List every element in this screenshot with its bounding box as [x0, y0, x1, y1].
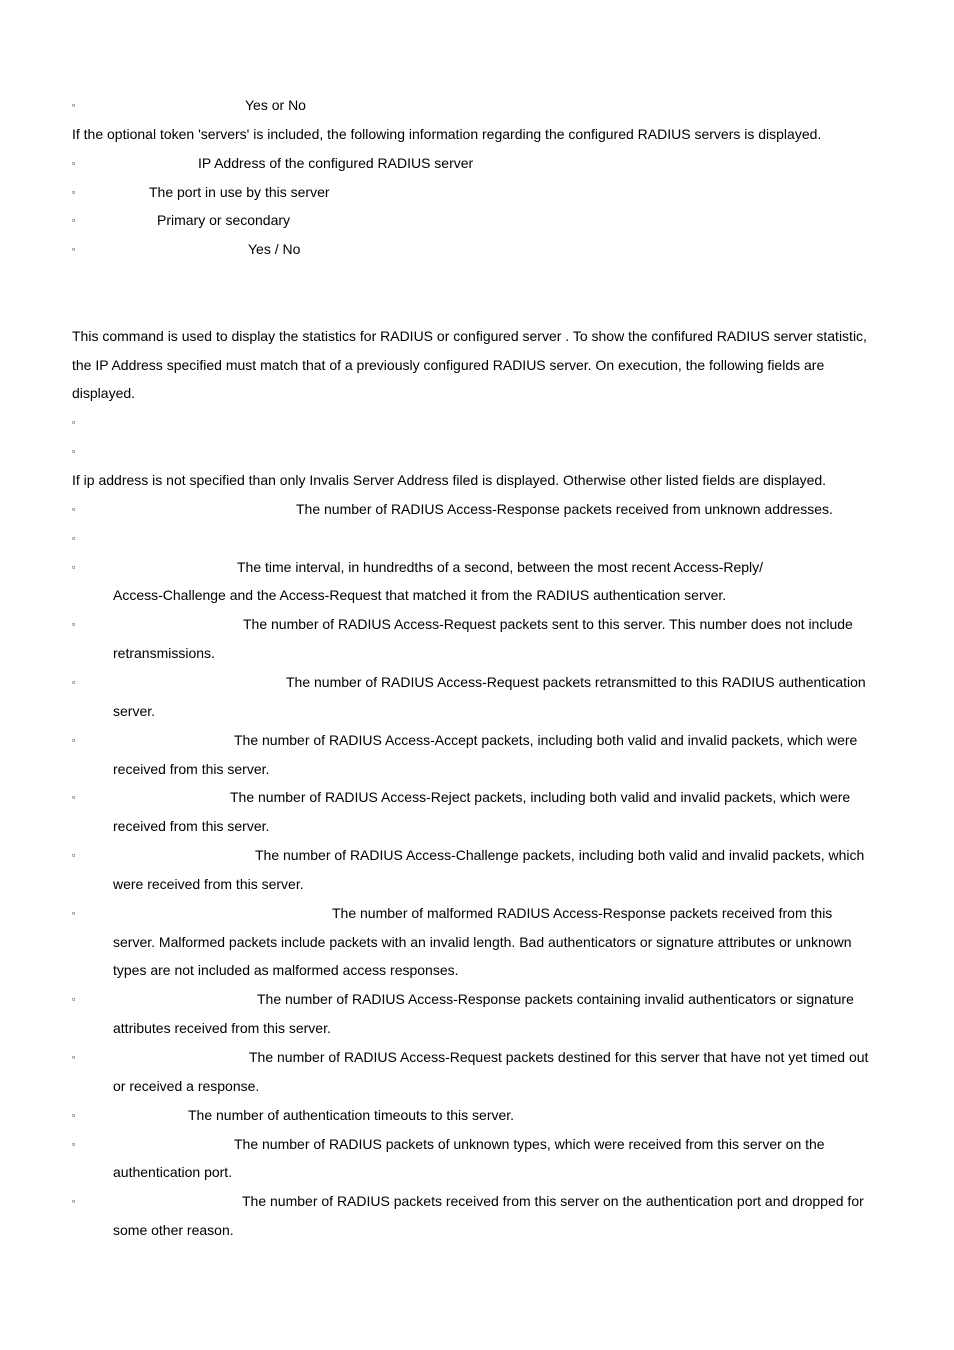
stats-description-line-2: the IP Address specified must match that of a previously configured RADIUS server. On execution, the following fields are: [72, 357, 825, 373]
list-bullet: ▫: [72, 1110, 76, 1120]
stat-item-continuation: retransmissions.: [113, 645, 215, 661]
list-bullet: ▫: [72, 533, 76, 543]
list-bullet: ▫: [72, 908, 76, 918]
stat-item-line: The number of RADIUS Access-Request packets retransmitted to this RADIUS authentication: [286, 674, 866, 690]
list-bullet: ▫: [72, 504, 76, 514]
servers-intro-paragraph: If the optional token 'servers' is included, the following information regarding the configured RADIUS servers is displayed.: [72, 126, 822, 142]
stat-item-line: The number of RADIUS Access-Accept packets, including both valid and invalid packets, which were: [234, 732, 858, 748]
list-bullet: ▫: [72, 417, 76, 427]
list-bullet: ▫: [72, 735, 76, 745]
stat-item-continuation: attributes received from this server.: [113, 1020, 331, 1036]
list-bullet: ▫: [72, 215, 76, 225]
list-bullet: ▫: [72, 100, 76, 110]
list-bullet: ▫: [72, 994, 76, 1004]
stat-item-continuation: types are not included as malformed access responses.: [113, 962, 459, 978]
ip-address-note: If ip address is not specified than only Invalis Server Address filed is displayed. Otherwise other listed fields are displayed.: [72, 472, 827, 488]
server-item-type: Primary or secondary: [157, 212, 291, 228]
server-item-port: The port in use by this server: [149, 184, 330, 200]
stats-description-line-3: displayed.: [72, 385, 136, 401]
stat-item-line: The number of RADIUS packets of unknown types, which were received from this server on the: [234, 1136, 825, 1152]
stat-item-continuation: server.: [113, 703, 156, 719]
list-bullet: ▫: [72, 1196, 76, 1206]
list-bullet: ▫: [72, 446, 76, 456]
stat-item-line: The number of authentication timeouts to this server.: [188, 1107, 515, 1123]
server-item-yes-no: Yes / No: [248, 241, 301, 257]
stats-description-line-1: This command is used to display the statistics for RADIUS or configured server . To show the confifured RADIUS server statistic,: [72, 328, 867, 344]
stat-item-continuation: server. Malformed packets include packets with an invalid length. Bad authenticators or signature attributes or unknown: [113, 934, 852, 950]
stat-item-continuation: or received a response.: [113, 1078, 260, 1094]
stat-item-continuation: received from this server.: [113, 761, 270, 777]
stat-item-line: The number of RADIUS Access-Response packets received from unknown addresses.: [296, 501, 833, 517]
list-bullet: ▫: [72, 187, 76, 197]
stat-item-continuation: Access-Challenge and the Access-Request that matched it from the RADIUS authentication server.: [113, 587, 727, 603]
stat-item-continuation: received from this server.: [113, 818, 270, 834]
server-item-ip-address: IP Address of the configured RADIUS server: [198, 155, 474, 171]
list-item-text: Yes or No: [245, 97, 306, 113]
list-bullet: ▫: [72, 244, 76, 254]
list-bullet: ▫: [72, 677, 76, 687]
stat-item-line: The number of malformed RADIUS Access-Response packets received from this: [332, 905, 833, 921]
stat-item-line: The number of RADIUS packets received from this server on the authentication port and dropped for: [242, 1193, 864, 1209]
list-bullet: ▫: [72, 619, 76, 629]
stat-item-line: The number of RADIUS Access-Reject packets, including both valid and invalid packets, which were: [230, 789, 851, 805]
stat-item-continuation: some other reason.: [113, 1222, 234, 1238]
stat-item-continuation: were received from this server.: [113, 876, 304, 892]
list-bullet: ▫: [72, 792, 76, 802]
stat-item-continuation: authentication port.: [113, 1164, 233, 1180]
list-bullet: ▫: [72, 1139, 76, 1149]
stat-item-line: The number of RADIUS Access-Response packets containing invalid authenticators or signature: [257, 991, 854, 1007]
stat-item-line: The number of RADIUS Access-Request packets destined for this server that have not yet timed out: [249, 1049, 869, 1065]
stat-item-line: The time interval, in hundredths of a second, between the most recent Access-Reply/: [237, 559, 764, 575]
list-bullet: ▫: [72, 562, 76, 572]
stat-item-line: The number of RADIUS Access-Challenge packets, including both valid and invalid packets, which: [255, 847, 865, 863]
stat-item-line: The number of RADIUS Access-Request packets sent to this server. This number does not include: [243, 616, 853, 632]
list-bullet: ▫: [72, 1052, 76, 1062]
list-bullet: ▫: [72, 850, 76, 860]
list-bullet: ▫: [72, 158, 76, 168]
